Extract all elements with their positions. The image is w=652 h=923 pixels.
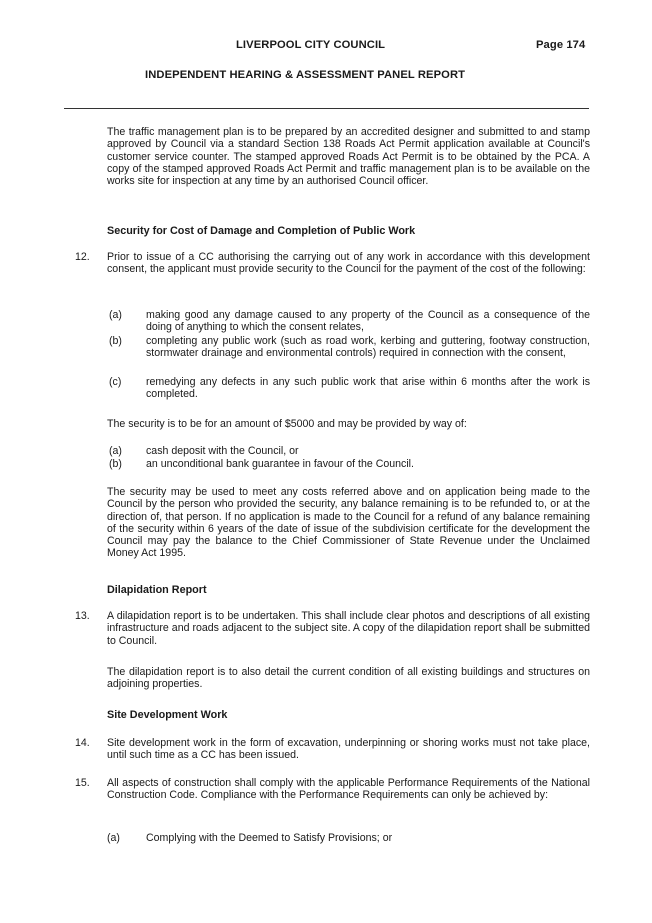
security-heading: Security for Cost of Damage and Completion of Public Work xyxy=(107,225,416,237)
security-item-c-label: (c) xyxy=(109,376,122,388)
security-way-a-label: (a) xyxy=(109,445,122,457)
dilapidation-heading: Dilapidation Report xyxy=(107,584,207,596)
security-amount-text: The security is to be for an amount of $5000 and may be provided by way of: xyxy=(107,418,467,430)
condition-15-number: 15. xyxy=(75,777,90,789)
condition-13-number: 13. xyxy=(75,610,90,622)
condition-14-text: Site development work in the form of excavation, underpinning or shoring works must not take place, until such time as a CC has been issued. xyxy=(107,737,590,762)
header-divider xyxy=(64,108,589,109)
page-number: Page 174 xyxy=(536,39,586,51)
security-way-a-text: cash deposit with the Council, or xyxy=(146,445,299,457)
council-name: LIVERPOOL CITY COUNCIL xyxy=(236,39,386,51)
security-item-b-text: completing any public work (such as road work, kerbing and guttering, footway construction, stormwater drainage and environmental controls) required in connection with the consent, xyxy=(146,335,590,360)
intro-paragraph: The traffic management plan is to be prepared by an accredited designer and submitted to and stamp approved by Council via a standard Section 138 Roads Act Permit application available at Council's customer service counter. The stamped approved Roads Act Permit is to be obtained by the PCA. A copy of the stamped approved Roads Act Permit and traffic management plan is to be available on the works site for inspection at any time by an authorised Council officer. xyxy=(107,126,590,188)
condition-12-number: 12. xyxy=(75,251,90,263)
report-title: INDEPENDENT HEARING & ASSESSMENT PANEL REPORT xyxy=(145,69,466,81)
condition-15-a-text: Complying with the Deemed to Satisfy Provisions; or xyxy=(146,832,393,844)
condition-13-text: A dilapidation report is to be undertaken. This shall include clear photos and descriptions of all existing infrastructure and roads adjacent to the subject site. A copy of the dilapidation report shall be submitted to Council. xyxy=(107,610,590,647)
security-usage-text: The security may be used to meet any costs referred above and on application being made to the Council by the person who provided the security, any balance remaining is to be refunded to, or at the direction of, that person. If no application is made to the Council for a refund of any balance remaining of the security within 6 years of the date of issue of the subdivision certificate for the development the Council may pay the balance to the Chief Commissioner of State Revenue under the Unclaimed Money Act 1995. xyxy=(107,486,590,560)
security-item-a-text: making good any damage caused to any property of the Council as a consequence of the doing of anything to which the consent relates, xyxy=(146,309,590,334)
dilapidation-text-2: The dilapidation report is to also detail the current condition of all existing buildings and structures on adjoining properties. xyxy=(107,666,590,691)
security-way-b-label: (b) xyxy=(109,458,122,470)
site-development-heading: Site Development Work xyxy=(107,709,228,721)
security-way-b-text: an unconditional bank guarantee in favour of the Council. xyxy=(146,458,414,470)
condition-15-text: All aspects of construction shall comply with the applicable Performance Requirements of the National Construction Code. Compliance with the Performance Requirements can only be achieved by: xyxy=(107,777,590,802)
security-item-b-label: (b) xyxy=(109,335,122,347)
condition-14-number: 14. xyxy=(75,737,90,749)
condition-15-a-label: (a) xyxy=(107,832,120,844)
security-item-c-text: remedying any defects in any such public work that arise within 6 months after the work is completed. xyxy=(146,376,590,401)
condition-12-text: Prior to issue of a CC authorising the carrying out of any work in accordance with this development consent, the applicant must provide security to the Council for the payment of the cost of the following: xyxy=(107,251,590,276)
security-item-a-label: (a) xyxy=(109,309,122,321)
